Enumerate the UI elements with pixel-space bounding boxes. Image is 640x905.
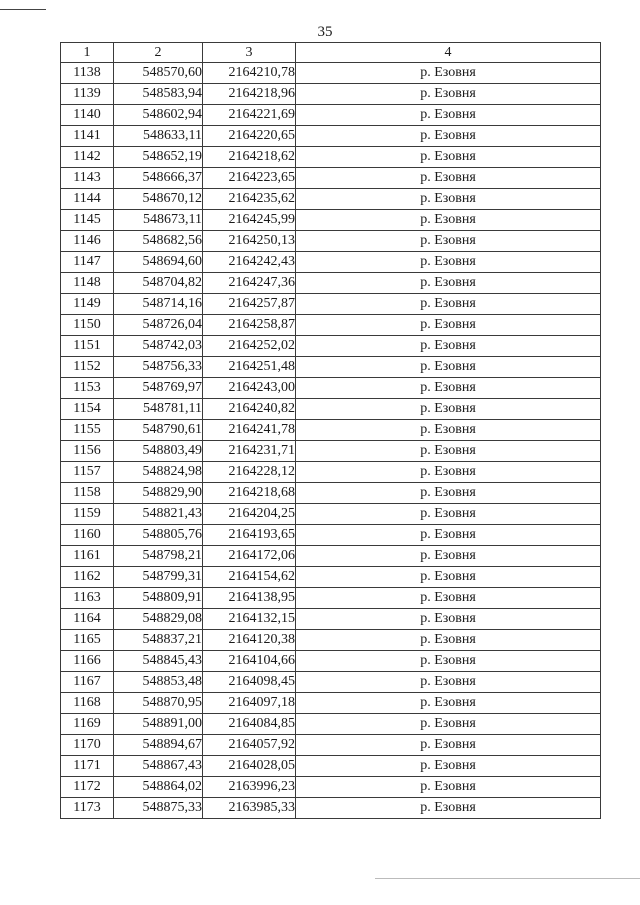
y-coordinate-cell: 2164235,62 — [203, 189, 296, 210]
y-coordinate-cell: 2164257,87 — [203, 294, 296, 315]
point-number-cell: 1157 — [61, 462, 114, 483]
description-cell: р. Езовня — [296, 315, 601, 336]
y-coordinate-cell: 2164243,00 — [203, 378, 296, 399]
y-coordinate-cell: 2164221,69 — [203, 105, 296, 126]
y-coordinate-cell: 2164240,82 — [203, 399, 296, 420]
x-coordinate-cell: 548602,94 — [114, 105, 203, 126]
table-row — [61, 756, 601, 777]
point-number-cell: 1171 — [61, 756, 114, 777]
description-cell: р. Езовня — [296, 777, 601, 798]
description-cell: р. Езовня — [296, 126, 601, 147]
table-row — [61, 441, 601, 462]
x-coordinate-cell: 548809,91 — [114, 588, 203, 609]
x-coordinate-cell: 548769,97 — [114, 378, 203, 399]
description-cell: р. Езовня — [296, 294, 601, 315]
description-cell: р. Езовня — [296, 378, 601, 399]
y-coordinate-cell: 2164120,38 — [203, 630, 296, 651]
description-cell: р. Езовня — [296, 84, 601, 105]
y-coordinate-cell: 2164252,02 — [203, 336, 296, 357]
point-number-cell: 1149 — [61, 294, 114, 315]
y-coordinate-cell: 2164098,45 — [203, 672, 296, 693]
x-coordinate-cell: 548570,60 — [114, 63, 203, 84]
x-coordinate-cell: 548829,08 — [114, 609, 203, 630]
point-number-cell: 1150 — [61, 315, 114, 336]
point-number-cell: 1173 — [61, 798, 114, 819]
table-row — [61, 714, 601, 735]
description-cell: р. Езовня — [296, 693, 601, 714]
point-number-cell: 1153 — [61, 378, 114, 399]
x-coordinate-cell: 548670,12 — [114, 189, 203, 210]
point-number-cell: 1147 — [61, 252, 114, 273]
table-row — [61, 273, 601, 294]
point-number-cell: 1140 — [61, 105, 114, 126]
point-number-cell: 1159 — [61, 504, 114, 525]
table-header-row — [61, 43, 601, 63]
description-cell: р. Езовня — [296, 525, 601, 546]
x-coordinate-cell: 548829,90 — [114, 483, 203, 504]
header-col-1: 1 — [61, 43, 114, 63]
table-row — [61, 84, 601, 105]
point-number-cell: 1141 — [61, 126, 114, 147]
y-coordinate-cell: 2164172,06 — [203, 546, 296, 567]
y-coordinate-cell: 2163985,33 — [203, 798, 296, 819]
coordinates-table — [60, 42, 601, 819]
point-number-cell: 1142 — [61, 147, 114, 168]
x-coordinate-cell: 548781,11 — [114, 399, 203, 420]
point-number-cell: 1139 — [61, 84, 114, 105]
description-cell: р. Езовня — [296, 399, 601, 420]
description-cell: р. Езовня — [296, 231, 601, 252]
description-cell: р. Езовня — [296, 672, 601, 693]
point-number-cell: 1162 — [61, 567, 114, 588]
x-coordinate-cell: 548821,43 — [114, 504, 203, 525]
header-col-4: 4 — [296, 43, 601, 63]
description-cell: р. Езовня — [296, 735, 601, 756]
point-number-cell: 1172 — [61, 777, 114, 798]
top-rule — [0, 9, 46, 10]
header-col-3: 3 — [203, 43, 296, 63]
bottom-rule — [375, 878, 640, 879]
x-coordinate-cell: 548652,19 — [114, 147, 203, 168]
table-row — [61, 189, 601, 210]
table-row — [61, 210, 601, 231]
x-coordinate-cell: 548666,37 — [114, 168, 203, 189]
table-row — [61, 357, 601, 378]
x-coordinate-cell: 548824,98 — [114, 462, 203, 483]
description-cell: р. Езовня — [296, 462, 601, 483]
y-coordinate-cell: 2164245,99 — [203, 210, 296, 231]
table-row — [61, 588, 601, 609]
y-coordinate-cell: 2164138,95 — [203, 588, 296, 609]
description-cell: р. Езовня — [296, 168, 601, 189]
x-coordinate-cell: 548694,60 — [114, 252, 203, 273]
x-coordinate-cell: 548891,00 — [114, 714, 203, 735]
y-coordinate-cell: 2164097,18 — [203, 693, 296, 714]
x-coordinate-cell: 548799,31 — [114, 567, 203, 588]
description-cell: р. Езовня — [296, 588, 601, 609]
x-coordinate-cell: 548673,11 — [114, 210, 203, 231]
y-coordinate-cell: 2164057,92 — [203, 735, 296, 756]
y-coordinate-cell: 2164084,85 — [203, 714, 296, 735]
description-cell: р. Езовня — [296, 756, 601, 777]
table-row — [61, 315, 601, 336]
table-row — [61, 693, 601, 714]
point-number-cell: 1144 — [61, 189, 114, 210]
point-number-cell: 1168 — [61, 693, 114, 714]
table-body — [61, 63, 601, 819]
y-coordinate-cell: 2164228,12 — [203, 462, 296, 483]
table-row — [61, 735, 601, 756]
description-cell: р. Езовня — [296, 546, 601, 567]
description-cell: р. Езовня — [296, 441, 601, 462]
point-number-cell: 1148 — [61, 273, 114, 294]
point-number-cell: 1161 — [61, 546, 114, 567]
x-coordinate-cell: 548742,03 — [114, 336, 203, 357]
y-coordinate-cell: 2164250,13 — [203, 231, 296, 252]
point-number-cell: 1145 — [61, 210, 114, 231]
point-number-cell: 1152 — [61, 357, 114, 378]
table-row — [61, 168, 601, 189]
table-row — [61, 525, 601, 546]
y-coordinate-cell: 2164204,25 — [203, 504, 296, 525]
description-cell: р. Езовня — [296, 609, 601, 630]
description-cell: р. Езовня — [296, 630, 601, 651]
table-row — [61, 336, 601, 357]
point-number-cell: 1154 — [61, 399, 114, 420]
page-number: 35 — [317, 24, 333, 40]
x-coordinate-cell: 548682,56 — [114, 231, 203, 252]
description-cell: р. Езовня — [296, 147, 601, 168]
description-cell: р. Езовня — [296, 714, 601, 735]
table-row — [61, 462, 601, 483]
y-coordinate-cell: 2164210,78 — [203, 63, 296, 84]
y-coordinate-cell: 2164154,62 — [203, 567, 296, 588]
table-row — [61, 798, 601, 819]
table-row — [61, 777, 601, 798]
x-coordinate-cell: 548583,94 — [114, 84, 203, 105]
point-number-cell: 1158 — [61, 483, 114, 504]
x-coordinate-cell: 548845,43 — [114, 651, 203, 672]
y-coordinate-cell: 2164231,71 — [203, 441, 296, 462]
x-coordinate-cell: 548870,95 — [114, 693, 203, 714]
y-coordinate-cell: 2164241,78 — [203, 420, 296, 441]
header-col-2: 2 — [114, 43, 203, 63]
y-coordinate-cell: 2164247,36 — [203, 273, 296, 294]
point-number-cell: 1163 — [61, 588, 114, 609]
table-row — [61, 630, 601, 651]
y-coordinate-cell: 2164242,43 — [203, 252, 296, 273]
y-coordinate-cell: 2164193,65 — [203, 525, 296, 546]
point-number-cell: 1156 — [61, 441, 114, 462]
point-number-cell: 1151 — [61, 336, 114, 357]
x-coordinate-cell: 548633,11 — [114, 126, 203, 147]
table-row — [61, 483, 601, 504]
point-number-cell: 1167 — [61, 672, 114, 693]
point-number-cell: 1165 — [61, 630, 114, 651]
point-number-cell: 1146 — [61, 231, 114, 252]
table-row — [61, 399, 601, 420]
x-coordinate-cell: 548805,76 — [114, 525, 203, 546]
description-cell: р. Езовня — [296, 63, 601, 84]
y-coordinate-cell: 2164223,65 — [203, 168, 296, 189]
description-cell: р. Езовня — [296, 105, 601, 126]
y-coordinate-cell: 2164258,87 — [203, 315, 296, 336]
y-coordinate-cell: 2164218,96 — [203, 84, 296, 105]
table-row — [61, 126, 601, 147]
x-coordinate-cell: 548864,02 — [114, 777, 203, 798]
x-coordinate-cell: 548726,04 — [114, 315, 203, 336]
description-cell: р. Езовня — [296, 357, 601, 378]
x-coordinate-cell: 548837,21 — [114, 630, 203, 651]
description-cell: р. Езовня — [296, 483, 601, 504]
x-coordinate-cell: 548756,33 — [114, 357, 203, 378]
x-coordinate-cell: 548853,48 — [114, 672, 203, 693]
table-row — [61, 609, 601, 630]
y-coordinate-cell: 2164218,62 — [203, 147, 296, 168]
table-row — [61, 147, 601, 168]
description-cell: р. Езовня — [296, 273, 601, 294]
description-cell: р. Езовня — [296, 504, 601, 525]
table-row — [61, 546, 601, 567]
point-number-cell: 1166 — [61, 651, 114, 672]
point-number-cell: 1170 — [61, 735, 114, 756]
description-cell: р. Езовня — [296, 567, 601, 588]
x-coordinate-cell: 548875,33 — [114, 798, 203, 819]
table-row — [61, 567, 601, 588]
table-row — [61, 252, 601, 273]
description-cell: р. Езовня — [296, 210, 601, 231]
y-coordinate-cell: 2164132,15 — [203, 609, 296, 630]
point-number-cell: 1155 — [61, 420, 114, 441]
table-row — [61, 672, 601, 693]
y-coordinate-cell: 2164104,66 — [203, 651, 296, 672]
table-row — [61, 378, 601, 399]
description-cell: р. Езовня — [296, 798, 601, 819]
table-row — [61, 63, 601, 84]
y-coordinate-cell: 2164251,48 — [203, 357, 296, 378]
description-cell: р. Езовня — [296, 252, 601, 273]
y-coordinate-cell: 2164218,68 — [203, 483, 296, 504]
table-row — [61, 231, 601, 252]
point-number-cell: 1138 — [61, 63, 114, 84]
x-coordinate-cell: 548803,49 — [114, 441, 203, 462]
table-row — [61, 504, 601, 525]
x-coordinate-cell: 548798,21 — [114, 546, 203, 567]
table-row — [61, 294, 601, 315]
y-coordinate-cell: 2164028,05 — [203, 756, 296, 777]
table-row — [61, 105, 601, 126]
table-row — [61, 651, 601, 672]
x-coordinate-cell: 548704,82 — [114, 273, 203, 294]
point-number-cell: 1169 — [61, 714, 114, 735]
table-row — [61, 420, 601, 441]
description-cell: р. Езовня — [296, 420, 601, 441]
x-coordinate-cell: 548714,16 — [114, 294, 203, 315]
y-coordinate-cell: 2163996,23 — [203, 777, 296, 798]
description-cell: р. Езовня — [296, 651, 601, 672]
x-coordinate-cell: 548894,67 — [114, 735, 203, 756]
point-number-cell: 1160 — [61, 525, 114, 546]
point-number-cell: 1164 — [61, 609, 114, 630]
y-coordinate-cell: 2164220,65 — [203, 126, 296, 147]
description-cell: р. Езовня — [296, 336, 601, 357]
x-coordinate-cell: 548867,43 — [114, 756, 203, 777]
x-coordinate-cell: 548790,61 — [114, 420, 203, 441]
description-cell: р. Езовня — [296, 189, 601, 210]
point-number-cell: 1143 — [61, 168, 114, 189]
